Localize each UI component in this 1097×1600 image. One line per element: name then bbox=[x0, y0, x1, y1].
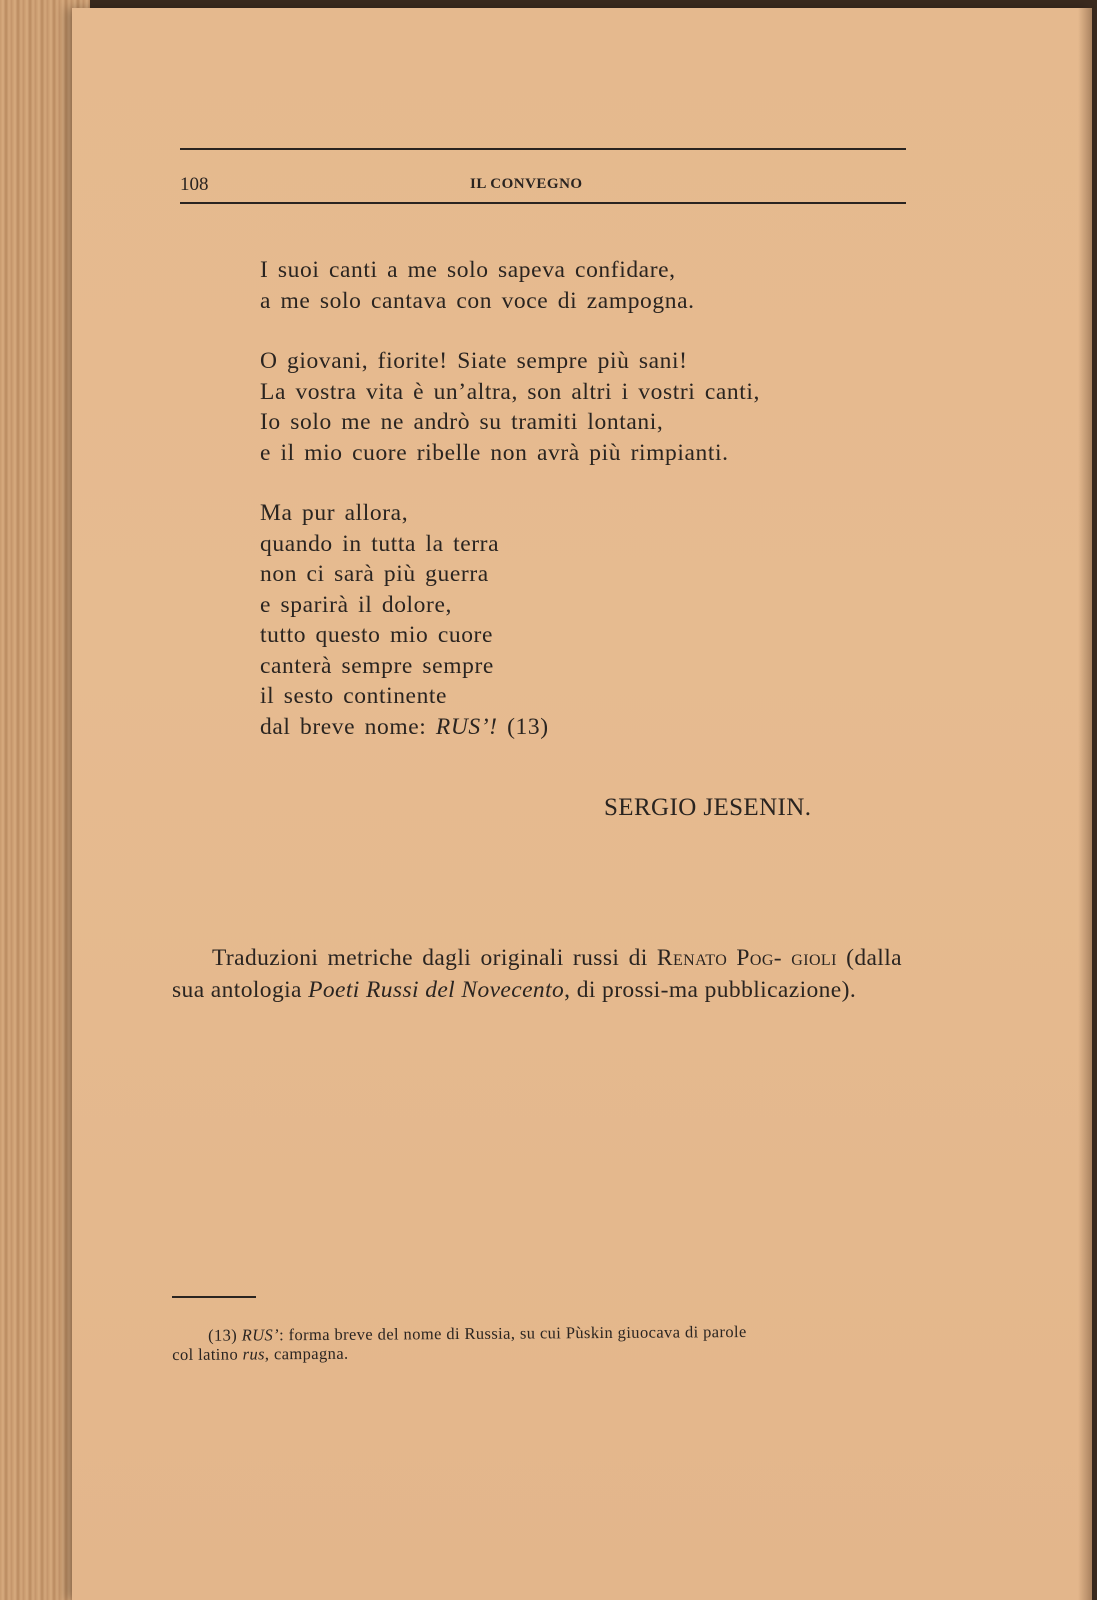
poem-line: Ma pur allora, bbox=[260, 500, 409, 526]
poem-line: a me solo cantava con voce di zampogna. bbox=[260, 287, 695, 314]
footnote-text: : forma breve del nome di Russia, su cui Pùskin giuocava di parole bbox=[278, 1321, 747, 1345]
anthology-title: Poeti Russi del Novecento bbox=[308, 976, 565, 1003]
header-top-rule bbox=[180, 148, 906, 150]
header-bottom-rule bbox=[180, 202, 906, 204]
poem-line-last bbox=[260, 712, 900, 743]
footnote-term: RUS’ bbox=[241, 1325, 280, 1345]
stanza bbox=[260, 346, 900, 468]
footnote bbox=[172, 1321, 912, 1364]
footnote-reference: (13) bbox=[497, 713, 549, 740]
poem-line: I suoi canti a me solo sapeva confidare, bbox=[260, 257, 676, 283]
poem-line: canterà sempre sempre bbox=[260, 652, 494, 679]
footnote-rule bbox=[172, 1296, 256, 1298]
poem-emphasis-rus: RUS’! bbox=[435, 713, 498, 740]
poem-line: Io solo me ne andrò su tramiti lontani, bbox=[260, 409, 664, 435]
poem bbox=[260, 255, 900, 772]
author-signature: SERGIO JESENIN. bbox=[604, 794, 812, 821]
translator-last-name-part2: gioli bbox=[791, 944, 837, 971]
footnote-text-prefix: col latino bbox=[172, 1344, 243, 1364]
poem-line: e il mio cuore ribelle non avrà più rimpianti. bbox=[260, 439, 729, 466]
running-head: IL CONVEGNO bbox=[470, 176, 583, 192]
stanza bbox=[260, 255, 900, 316]
translator-last-name-part1: Pog- bbox=[727, 944, 783, 971]
poem-line: La vostra vita è un’altra, son altri i vostri canti, bbox=[260, 378, 760, 405]
poem-line-prefix: dal breve nome: bbox=[260, 713, 436, 740]
page-number: 108 bbox=[180, 174, 209, 195]
footnote-number: (13) bbox=[207, 1325, 238, 1345]
page-header bbox=[180, 148, 980, 210]
translation-text-2: (dalla sua antologia bbox=[172, 944, 902, 1003]
translation-text-3: , di prossi-ma pubblicazione). bbox=[564, 976, 857, 1003]
footnote-latin-word: rus bbox=[242, 1344, 265, 1364]
poem-line: quando in tutta la terra bbox=[260, 530, 500, 557]
poem-line: tutto questo mio cuore bbox=[260, 622, 494, 648]
translation-text-1: Traduzioni metriche dagli originali russi di bbox=[212, 944, 657, 971]
translator-first-name: Renato bbox=[656, 944, 728, 971]
poem-line: e sparirà il dolore, bbox=[260, 591, 452, 618]
stanza bbox=[260, 498, 900, 742]
translation-note bbox=[172, 942, 902, 1006]
poem-line: O giovani, fiorite! Siate sempre più sani! bbox=[260, 348, 688, 374]
footnote-text-suffix: , campagna. bbox=[264, 1343, 349, 1364]
poem-line: il sesto continente bbox=[260, 683, 448, 709]
poem-line: non ci sarà più guerra bbox=[260, 561, 489, 587]
